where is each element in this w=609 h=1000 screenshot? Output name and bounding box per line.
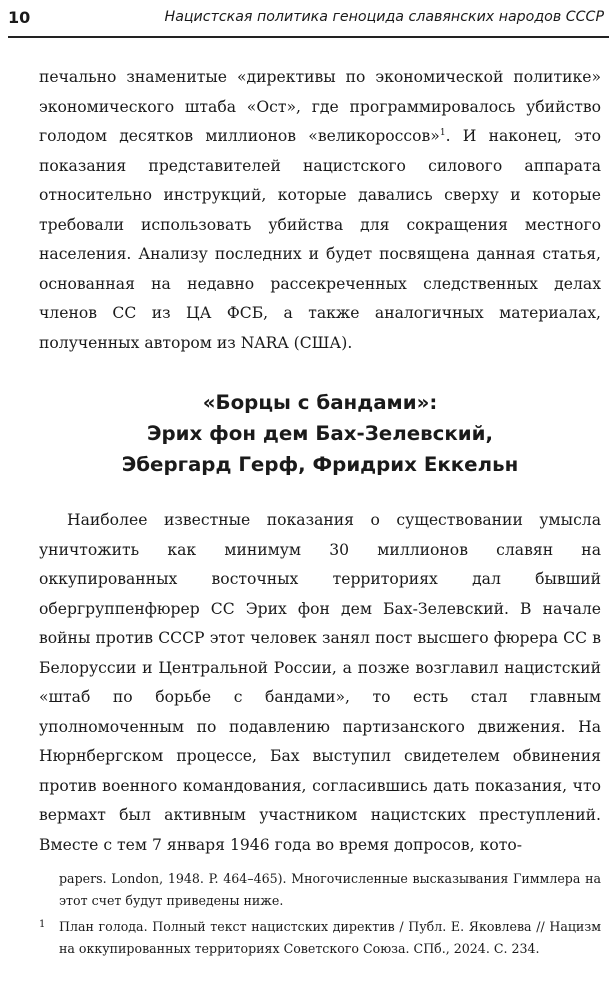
footnote-1 — [39, 916, 601, 960]
footnote-continuation: papers. London, 1948. P. 464–465). Многочисленные высказывания Гиммлера на этот счет будут приведены ниже. — [59, 871, 601, 908]
section-heading-line-3: Эбергард Герф, Фридрих Еккельн — [121, 453, 519, 476]
header-rule — [8, 36, 609, 38]
section-heading-line-1: «Борцы с бандами»: — [202, 391, 438, 414]
section-heading — [39, 387, 601, 480]
paragraph-1-text: печально знаменитые «директивы по экономической политике» экономического штаба «Ост», где программировалось убийство голодом десятков миллионов «великороссов» — [39, 68, 601, 145]
footnote-1-mark: 1 — [39, 919, 46, 930]
body-paragraph-1 — [39, 63, 601, 358]
footnote-ref-1[interactable]: 1 — [439, 127, 446, 138]
section-heading-line-2: Эрих фон дем Бах-Зелевский, — [146, 422, 494, 445]
footnote-1-text: План голода. Полный текст нацистских директив / Публ. Е. Яковлева // Нацизм на оккупированных территориях Советского Союза. СПб., 2024. С. 234. — [59, 919, 601, 956]
page-number: 10 — [8, 8, 31, 27]
paragraph-1-text-after: . И наконец, это показания представителей нацистского силового аппарата относительно инструкций, которые давались сверху и которые требовали использовать убийства для сокращения местного населения. Анализу последних и будет посвящена данная статья, основанная на недавно рассекреченных следственных делах членов СС из ЦА ФСБ, а также аналогичных материалах, полученных автором из NARA (США). — [39, 127, 601, 352]
page-header — [8, 6, 604, 30]
footnotes — [39, 868, 601, 960]
body-paragraph-2 — [39, 506, 601, 860]
running-title: Нацистская политика геноцида славянских народов СССР — [164, 9, 604, 25]
paragraph-2-text: Наиболее известные показания о существовании умысла уничтожить как минимум 30 миллионов славян на оккупированных восточных территориях дал бывший обергруппенфюрер СС Эрих фон дем Бах-Зелевский. В начале войны против СССР этот человек занял пост высшего фюрера СС в Белоруссии и Центральной России, а позже возглавил нацистский «штаб по борьбе с бандами», то есть стал главным уполномоченным по подавлению партизанского движения. На Нюрнбергском процессе, Бах выступил свидетелем обвинения против военного командования, согласившись дать показания, что вермахт был активным участником нацистских преступлений. Вместе с тем 7 января 1946 года во время допросов, кото- — [39, 511, 601, 854]
